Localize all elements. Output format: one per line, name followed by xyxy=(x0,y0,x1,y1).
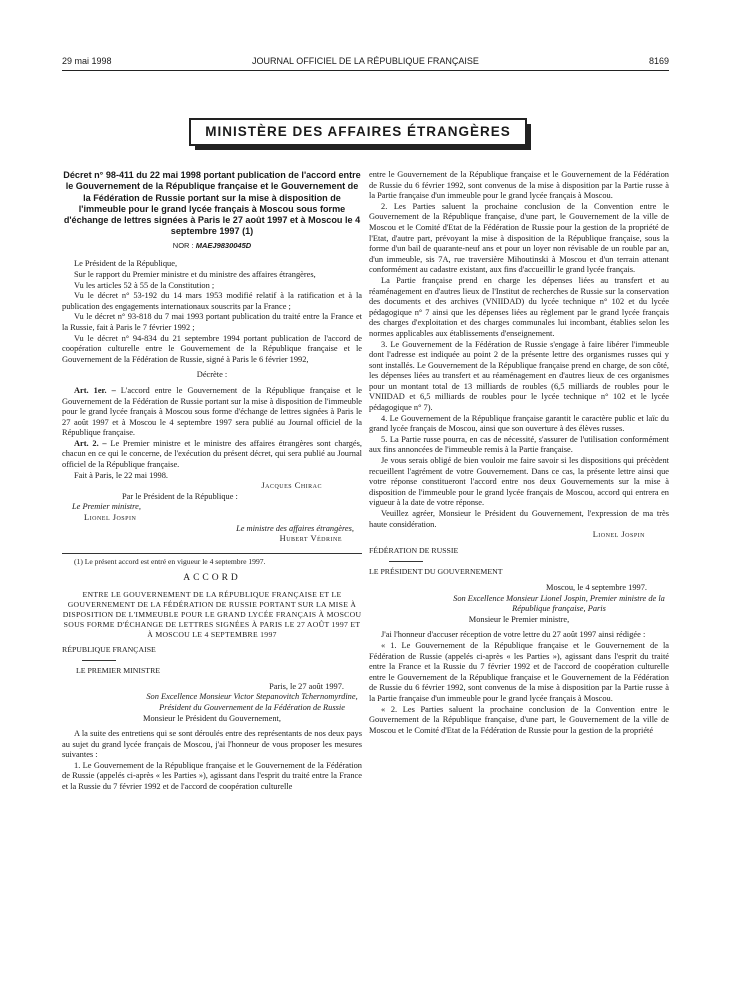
nor-code: MAEJ9830045D xyxy=(195,240,252,250)
paragraph: A la suite des entretiens qui se sont déroulés entre des représentants de nos deux pays au sujet du grand lycée français de Moscou, j'ai l'honneur de vous proposer les mesures suivantes : xyxy=(62,729,362,760)
par-le-president: Par le Président de la République : xyxy=(122,491,238,501)
footnote: (1) Le présent accord est entré en vigueur le 4 septembre 1997. xyxy=(74,556,266,566)
reply-salutation: Monsieur le Premier ministre, xyxy=(468,614,570,624)
paragraph: « 2. Les Parties saluent la prochaine conclusion de la Convention entre le Gouvernement de la République française, d'une part, le Gouvernement de la ville de Moscou et le Comité d'Etat de la Fédération de Russie pour la gestion de la propriété xyxy=(369,704,669,735)
article-2-label: Art. 2. – xyxy=(74,438,107,448)
signature-chirac: Jacques Chirac xyxy=(261,481,322,491)
letter-salutation: Monsieur le Président du Gouvernement, xyxy=(143,713,281,723)
article-2 xyxy=(62,439,362,471)
reply-addressee: Son Excellence Monsieur Lionel Jospin, Premier ministre de la République française, Paris xyxy=(453,593,665,614)
paragraph: Vu le décret n° 94-834 du 21 septembre 1994 portant publication de l'accord de coopération culturelle entre le Gouvernement de la République française et le Gouvernement de la Fédération de Russie, signé à Paris le 6 février 1992, xyxy=(62,333,362,364)
article-1-text: L'accord entre le Gouvernement de la République française et le Gouvernement de la Fédération de Russie portant sur la mise à disposition de l'immeuble pour le grand lycée français à Moscou sous forme d'échange de lettres signées à Paris le 27 août 1997 et à Moscou le 4 septembre 1997 sera publié au Journal officiel de la République française. xyxy=(62,385,363,438)
paragraph: Vu le décret n° 93-818 du 7 mai 1993 portant publication du traité entre la France et la Russie, fait à Paris le 7 février 1992 ; xyxy=(62,312,362,332)
fait-line: Fait à Paris, le 22 mai 1998. xyxy=(74,470,168,480)
header-rule xyxy=(62,70,669,71)
paragraph: 2. Les Parties saluent la prochaine conclusion de la Convention entre le Gouvernement de la République française, d'une part, le Gouvernement de la ville de Moscou et le Comité d'Etat de la Fédération de Russie pour la gestion de la propriété de l'Etat, d'autre part, prévoyant la mise à disposition de la République française, sous la forme d'un bail de quarante-neuf ans et pour un loyer non révisable de un rouble par an, d'un immeuble, sis 7A, rue traversière Mihoutinski à Moscou et d'un terrain attenant conformément au cadastre existant, aux fins d'accueillir le grand lycée français. xyxy=(369,201,669,275)
pm-name: Lionel Jospin xyxy=(84,513,137,523)
minister-title: Le ministre des affaires étrangères, xyxy=(236,523,354,533)
letter-date-moscou: Moscou, le 4 septembre 1997. xyxy=(546,582,647,592)
left-column xyxy=(62,170,362,793)
paragraph: Sur le rapport du Premier ministre et du ministre des affaires étrangères, xyxy=(74,269,316,279)
minister-name: Hubert Védrine xyxy=(279,534,342,544)
article-1-label: Art. 1er. – xyxy=(74,385,116,395)
paragraph: La Partie française prend en charge les dépenses liées au transfert et au réaménagement en d'autres lieux de l'Institut de recherches de Russie sur la conservation des documents et des archives (VNIIDAD) du lycée technique n° 102 et du lycée pédagogique n° 7 ainsi que les dépenses liées au règlement par le grand lycée français des charges d'exploitation et des charges communales lui incombant, établies selon les normes applicables aux établissements d'enseignement. xyxy=(369,275,669,338)
paragraph: 4. Le Gouvernement de la République française garantit le caractère public et laïc du grand lycée français de Moscou, ainsi que son ouverture à des élèves russes. xyxy=(369,413,669,434)
paragraph: J'ai l'honneur d'accuser réception de votre lettre du 27 août 1997 ainsi rédigée : xyxy=(381,630,646,640)
header-page-number: 8169 xyxy=(648,56,669,66)
signature-jospin: Lionel Jospin xyxy=(592,530,645,540)
paragraph: 5. La Partie russe pourra, en cas de nécessité, s'assurer de l'utilisation conformément aux fins annoncées de l'immeuble remis à la Partie française. xyxy=(369,434,669,455)
pm-title: Le Premier ministre, xyxy=(72,502,141,512)
letter-date-paris: Paris, le 27 août 1997. xyxy=(269,681,344,691)
president-du-gouvernement: LE PRÉSIDENT DU GOUVERNEMENT xyxy=(369,567,503,577)
decree-title: Décret n° 98-411 du 22 mai 1998 portant publication de l'accord entre le Gouvernement de la République française et le Gouvernement de la Fédération de Russie portant sur la mise à disposition de l'immeuble pour le grand lycée français à Moscou sous forme d'échange de lettres signées à Paris le 27 août 1997 et à Moscou le 4 septembre 1997 (1) xyxy=(63,170,361,237)
premier-ministre: LE PREMIER MINISTRE xyxy=(76,666,161,676)
page-header xyxy=(62,56,669,74)
paragraph: Vu le décret n° 53-192 du 14 mars 1953 modifié relatif à la ratification et à la publication des engagements internationaux souscrits par la France ; xyxy=(62,291,362,311)
article-1 xyxy=(62,386,362,439)
paragraph: Je vous serais obligé de bien vouloir me faire savoir si les dispositions qui précèdent recueillent l'agrément de votre Gouvernement. Dans ce cas, la présente lettre ainsi que votre réponse constitueront l'accord entre nos deux Gouvernements sur la mise à disposition de l'immeuble pour le grand lycée français de Moscou, accord qui entrera en vigueur à la date de votre réponse. xyxy=(369,456,669,508)
ministry-heading: MINISTÈRE DES AFFAIRES ÉTRANGÈRES xyxy=(189,118,527,146)
accord-caps-title: ENTRE LE GOUVERNEMENT DE LA RÉPUBLIQUE FRANÇAISE ET LE GOUVERNEMENT DE LA FÉDÉRATION DE RUSSIE PORTANT SUR LA MISE À DISPOSITION DE L'IMMEUBLE POUR LE GRAND LYCÉE FRANÇAIS À MOSCOU SOUS FORME D'ÉCHANGE DE LETTRES SIGNÉES À PARIS LE 27 AOÛT 1997 ET À MOSCOU LE 4 SEPTEMBRE 1997 xyxy=(62,590,362,639)
nor-label: NOR : xyxy=(172,240,194,250)
nor-reference xyxy=(62,241,362,252)
paragraph: entre le Gouvernement de la République française et le Gouvernement de la Fédération de Russie du 6 février 1992, sont convenus de la mise à disposition par la Partie russe à la Partie française d'un immeuble pour le grand lycée français à Moscou. xyxy=(369,170,669,201)
paragraph: Veuillez agréer, Monsieur le Président du Gouvernement, l'expression de ma très haute considération. xyxy=(369,509,669,529)
paragraph: Vu les articles 52 à 55 de la Constitution ; xyxy=(74,280,215,290)
header-date: 29 mai 1998 xyxy=(62,56,112,66)
header-journal-title: JOURNAL OFFICIEL DE LA RÉPUBLIQUE FRANÇAISE xyxy=(252,56,479,66)
federation-de-russie: FÉDÉRATION DE RUSSIE xyxy=(369,545,459,555)
letter-addressee: Son Excellence Monsieur Victor Stepanovitch Tchernomyrdine, Président du Gouvernement de la Fédération de Russie xyxy=(146,692,358,712)
republique-francaise: RÉPUBLIQUE FRANÇAISE xyxy=(62,644,156,654)
paragraph: « 1. Le Gouvernement de la République française et le Gouvernement de la Fédération de Russie (appelés ci-après « les Parties »), agissant dans l'esprit du traité entre la France et la Russie du 7 février 1992 et de l'accord de coopération culturelle entre le Gouvernement de la République française et le Gouvernement de la Fédération de Russie du 6 février 1992, sont convenus de la mise à disposition par la Partie russe à la Partie française d'un immeuble pour le grand lycée français à Moscou. xyxy=(369,640,669,703)
article-2-text: Le Premier ministre et le ministre des affaires étrangères sont chargés, chacun en ce qui le concerne, de l'exécution du présent décret, qui sera publié au Journal officiel de la République française. xyxy=(62,438,362,470)
paragraph: Le Président de la République, xyxy=(74,259,178,269)
footnote-rule xyxy=(62,553,362,554)
paragraph: 1. Le Gouvernement de la République française et le Gouvernement de la Fédération de Russie (appelés ci-après « les Parties »), agissant dans l'esprit du traité entre la France et la Russie du 7 février 1992 et de l'accord de coopération culturelle xyxy=(62,760,362,792)
right-column xyxy=(369,170,669,736)
decrete-heading: Décrète : xyxy=(196,370,228,380)
paragraph: 3. Le Gouvernement de la Fédération de Russie s'engage à faire libérer l'immeuble dont l'adresse est indiquée au point 2 de la présente lettre des organismes russes qui y sont installés. Le Gouvernement de la République française prend en charge, de son côté, les dépenses liées au transfert et au réaménagement en d'autres lieux de ces organismes pour un montant total de 13 milliards de roubles (6,5 milliards de roubles pour le VNIIDAD et 6,5 milliards de roubles pour le lycée technique n° 102 et le lycée pédagogique n° 7). xyxy=(369,339,669,413)
accord-heading: ACCORD xyxy=(183,573,241,584)
